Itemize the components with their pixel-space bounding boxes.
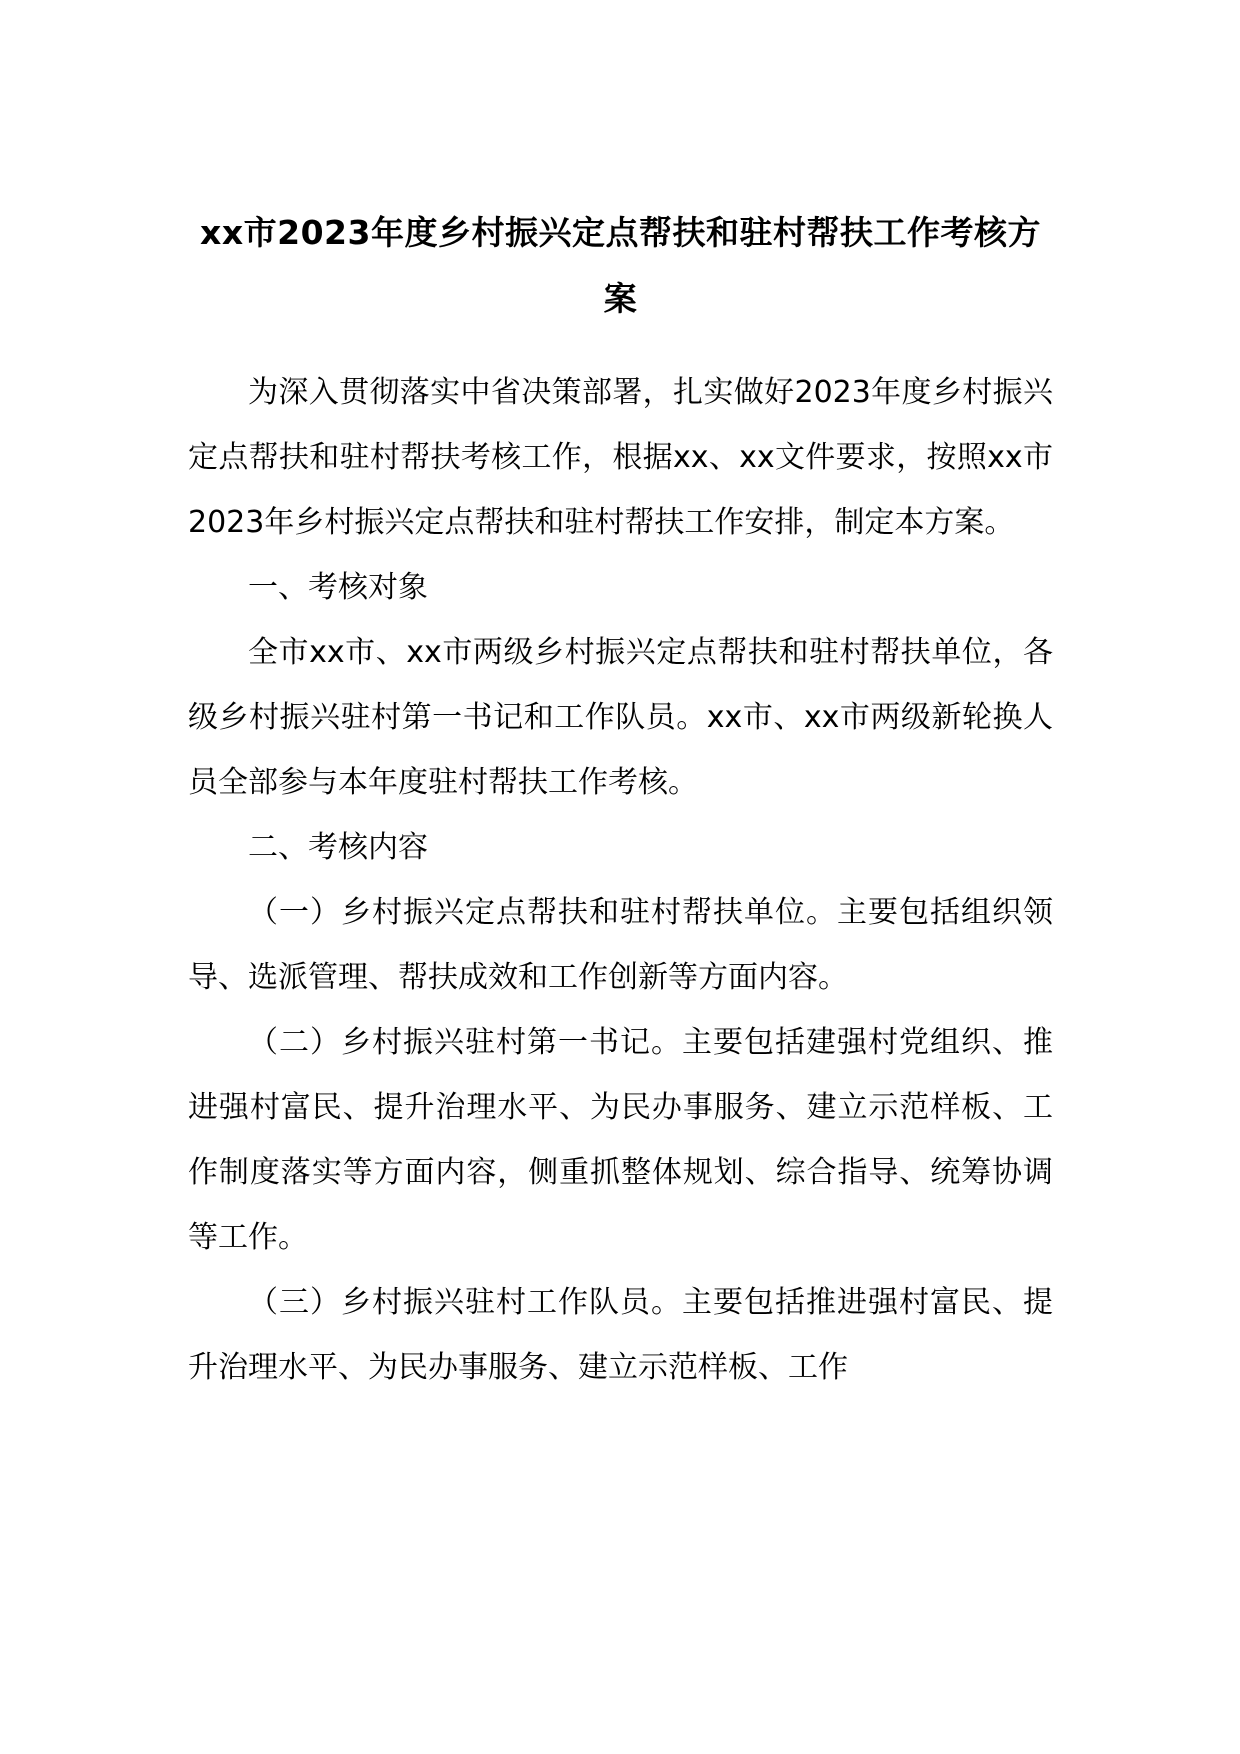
- content-item-team-members: （三）乡村振兴驻村工作队员。主要包括推进强村富民、提升治理水平、为民办事服务、建立示范样板、工作: [188, 1285, 1053, 1385]
- content-item-first-secretary: （二）乡村振兴驻村第一书记。主要包括建强村党组织、推进强村富民、提升治理水平、为民办事服务、建立示范样板、工作制度落实等方面内容，侧重抓整体规划、综合指导、统筹协调等工作。: [188, 1025, 1053, 1255]
- section-heading-assessment-content: 二、考核内容: [248, 830, 428, 865]
- assessment-targets-paragraph: 全市xx市、xx市两级乡村振兴定点帮扶和驻村帮扶单位，各级乡村振兴驻村第一书记和工作队员。xx市、xx市两级新轮换人员全部参与本年度驻村帮扶工作考核。: [188, 635, 1053, 800]
- document-body: [188, 200, 1053, 1400]
- document-title: xx市2023年度乡村振兴定点帮扶和驻村帮扶工作考核方案: [200, 213, 1041, 318]
- intro-paragraph: 为深入贯彻落实中省决策部署，扎实做好2023年度乡村振兴定点帮扶和驻村帮扶考核工作，根据xx、xx文件要求，按照xx市2023年乡村振兴定点帮扶和驻村帮扶工作安排，制定本方案。: [188, 375, 1053, 540]
- content-item-units: （一）乡村振兴定点帮扶和驻村帮扶单位。主要包括组织领导、选派管理、帮扶成效和工作创新等方面内容。: [188, 895, 1053, 995]
- section-heading-assessment-targets: 一、考核对象: [248, 570, 428, 605]
